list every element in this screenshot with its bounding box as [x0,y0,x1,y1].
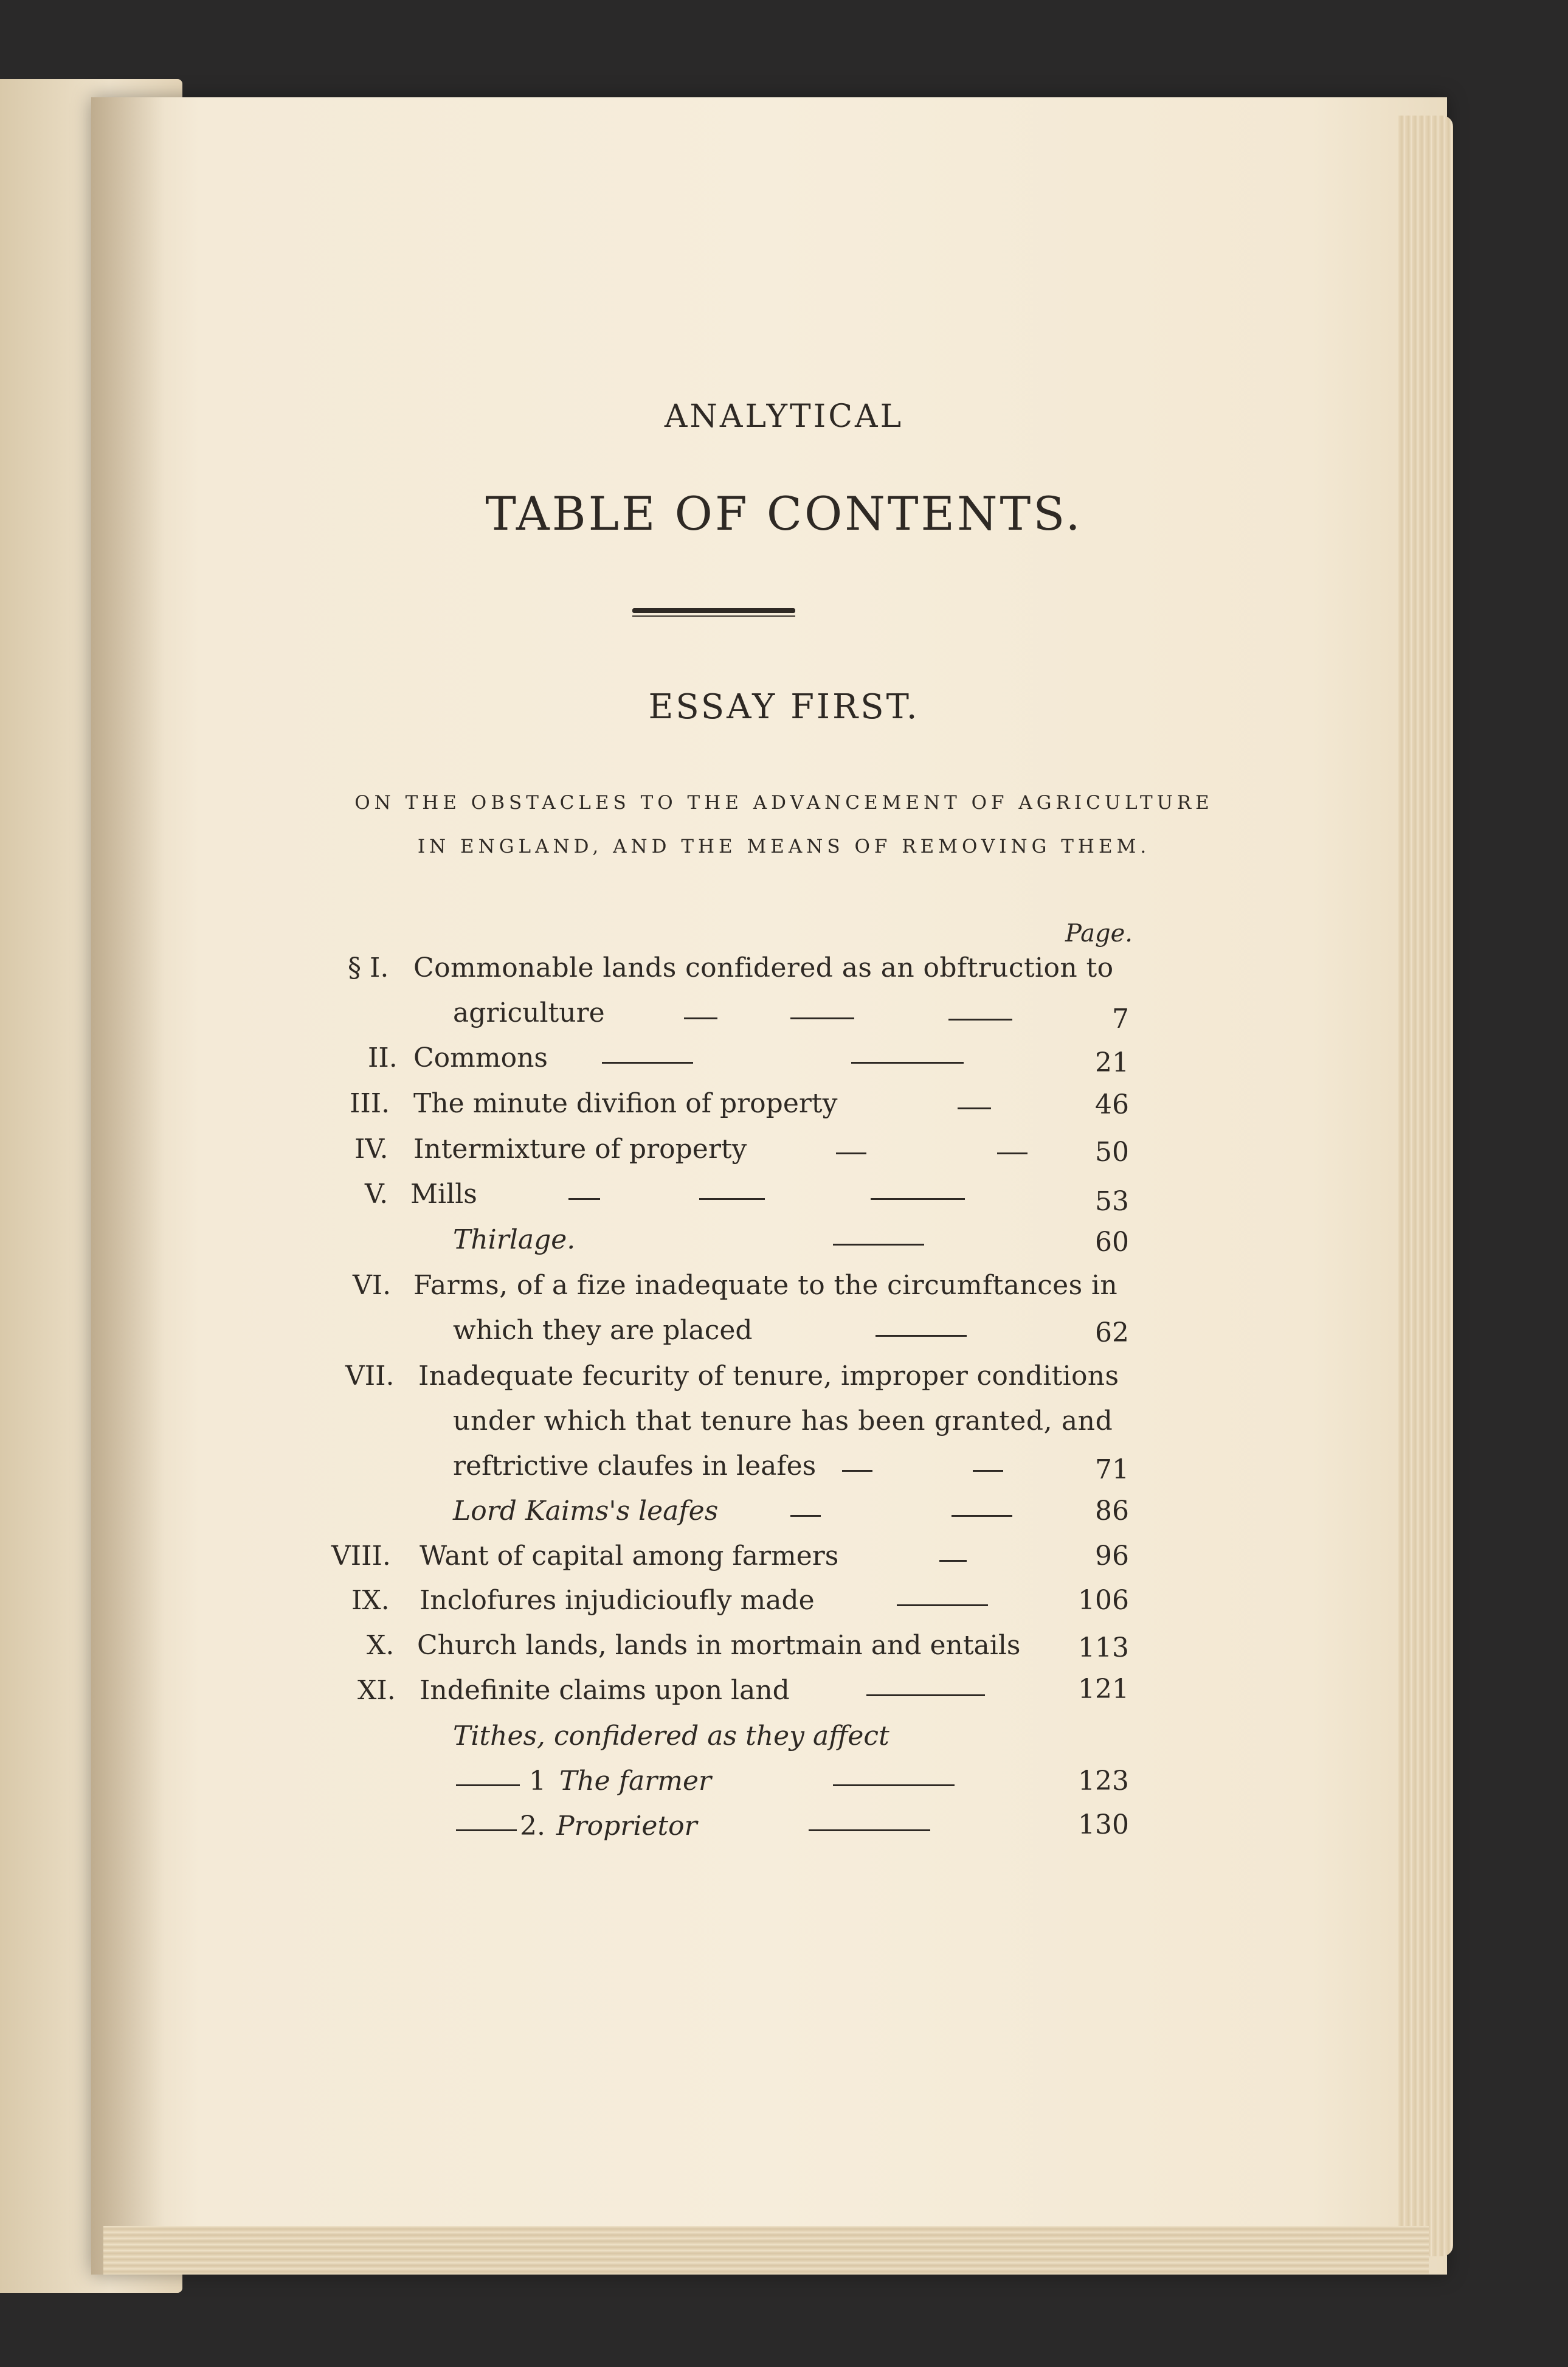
entry-numeral: II. [368,1042,398,1073]
leader-dash [939,1560,967,1562]
entry-text: The minute divifion of property [413,1088,838,1119]
entry-text: Intermixture of property [413,1134,747,1165]
page-column-label: Page. [1065,920,1133,948]
leader-dash [833,1784,955,1786]
entry-page: 106 [1078,1585,1129,1616]
entry-text: Indefinite claims upon land [420,1675,790,1706]
leader-dash [699,1198,765,1200]
entry-numeral: 1 [529,1766,546,1797]
entry-page: 71 [1095,1454,1129,1485]
entry-page: 130 [1078,1809,1129,1840]
entry-text: under which that tenure has been granted, and [453,1405,1113,1436]
entry-text: Proprietor [556,1811,697,1842]
leader-dash [958,1107,991,1109]
leader-dash [871,1198,965,1200]
bottom-page-edge [103,2226,1429,2275]
entry-numeral: VIII. [331,1540,391,1572]
entry-text: reftrictive claufes in leafes [453,1450,817,1482]
entry-text: The farmer [559,1766,712,1797]
entry-text: Lord Kaims's leafes [453,1495,719,1527]
entry-page: 21 [1095,1047,1129,1078]
entry-text: Inadequate fecurity of tenure, improper conditions [418,1360,1119,1391]
leader-dash [456,1829,517,1831]
entry-numeral: IV. [354,1134,389,1165]
essay-title: ESSAY FIRST. [648,687,920,727]
entry-numeral: § I. [348,952,389,983]
leader-dash [568,1198,600,1200]
entry-text: Farms, of a fize inadequate to the circumftances in [413,1270,1118,1301]
entry-numeral: VII. [345,1360,395,1391]
leader-dash [866,1694,985,1696]
entry-numeral: XI. [357,1675,396,1706]
entry-page: 86 [1095,1495,1129,1527]
entry-numeral: IX. [351,1585,390,1616]
leader-dash [456,1784,520,1786]
entry-text: Commons [413,1042,548,1073]
page-title: TABLE OF CONTENTS. [485,487,1083,541]
entry-text: which they are placed [453,1315,753,1346]
entry-page: 121 [1078,1674,1129,1705]
entry-numeral: III. [350,1088,390,1119]
leader-dash [897,1604,988,1606]
entry-numeral: X. [367,1630,395,1661]
entry-page: 50 [1095,1137,1129,1168]
leader-dash [952,1515,1012,1517]
entry-page: 46 [1095,1089,1129,1120]
leader-dash [842,1470,872,1472]
essay-subtitle-line1: ON THE OBSTACLES TO THE ADVANCEMENT OF AGRICULTURE [354,792,1214,814]
entry-numeral: VI. [353,1270,392,1301]
leader-dash [790,1017,854,1019]
entry-text: Want of capital among farmers [420,1540,839,1572]
entry-text: Tithes, confidered as they affect [453,1721,889,1752]
leader-dash [790,1515,821,1517]
leader-dash [602,1062,693,1064]
header-analytical: ANALYTICAL [664,398,904,435]
leader-dash [833,1244,924,1246]
leader-dash [876,1335,967,1337]
entry-page: 60 [1095,1227,1129,1258]
leader-dash [684,1017,717,1019]
entry-numeral: V. [365,1179,389,1210]
entry-page: 113 [1078,1632,1129,1663]
entry-text: Thirlage. [453,1224,576,1255]
leader-dash [809,1829,930,1831]
entry-text: agriculture [453,997,605,1028]
entry-page: 53 [1095,1186,1129,1217]
title-rule [632,608,795,613]
entry-text: Inclofures injudicioufly made [420,1585,815,1616]
entry-page: 123 [1078,1766,1129,1797]
entry-page: 96 [1095,1540,1129,1572]
leader-dash [973,1470,1003,1472]
title-rule-thin [632,615,795,617]
leader-dash [997,1152,1027,1154]
page-edge [1398,116,1453,2256]
essay-subtitle-line2: IN ENGLAND, AND THE MEANS OF REMOVING THEM. [417,836,1151,858]
entry-text: Church lands, lands in mortmain and entails [417,1630,1021,1661]
entry-numeral: 2. [520,1811,545,1842]
entry-page: 7 [1112,1003,1129,1034]
entry-page: 62 [1095,1317,1129,1348]
entry-text: Commonable lands confidered as an obftruction to [413,952,1114,983]
leader-dash [851,1062,964,1064]
leader-dash [836,1152,866,1154]
leader-dash [948,1019,1012,1021]
entry-text: Mills [410,1179,477,1210]
